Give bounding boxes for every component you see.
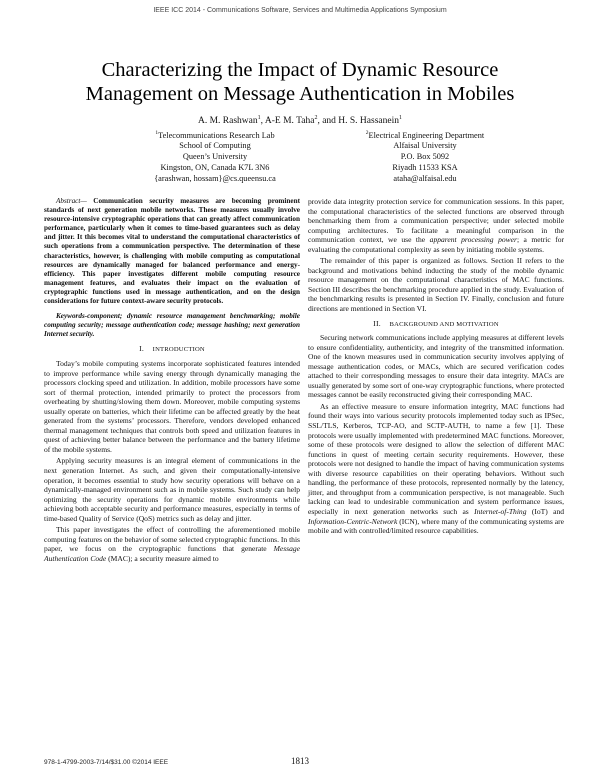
title-line-1: Characterizing the Impact of Dynamic Resource bbox=[101, 59, 499, 81]
running-header: IEEE ICC 2014 - Communications Software, Services and Multimedia Applications Symposium bbox=[153, 7, 447, 14]
section-heading-background: II. BACKGROUND AND MOTIVATION bbox=[373, 318, 499, 328]
paragraph: Today’s mobile computing systems incorporate sophisticated features intended to improve performance while saving energy through dynamically managing the processors clocking speed and utilization. In addition, mobile processors have some sort of thermal protection, intended primarily to protect the processors from overheating by shutting/slowing them down. Moreover, mobile computing systems usually operate on batteries, which their lifetime can be affected greatly by the heat generated from the systems’ processors. Therefore, vendors developed enhanced thermal management techniques that controls both speed and utilization features in quest of achieving better balance between the performance and the battery lifetime of the mobile systems. bbox=[44, 358, 300, 454]
section-heading-introduction: I. INTRODUCTION bbox=[139, 344, 205, 354]
author-affil-mark: 1 bbox=[398, 115, 402, 121]
left-column bbox=[44, 197, 300, 563]
author-list: A. M. Rashwan$^1$, A-E M. Taha$^2$, and H. S. Hassanein$^1$ bbox=[198, 115, 402, 127]
keywords: Keywords-component; dynamic resource management benchmarking; mobile computing security; message authentication code; message hashing; next generation Internet security. bbox=[44, 312, 300, 339]
title-line-2: Management on Message Authentication in Mobiles bbox=[85, 83, 515, 105]
paragraph: Securing network communications include applying measures at different levels to ensure confidentiality, authenticity, and integrity of the transmitted information. One of the known measures used in communication security involves applying of message authentication codes, or MACs, which are secured verification codes attached to their corresponding messages to ensure their data integrity. MACs are usually generated by some sort of one-way cryptographic functions, where protected messages cannot be easily reconstructed giving their corresponding MAC. bbox=[308, 333, 564, 400]
author-email: ataha@alfaisal.edu bbox=[393, 173, 457, 183]
author-name: A-E M. Taha bbox=[264, 116, 315, 127]
affiliation-1: $^1$Telecommunications Research Lab School of Computing Queen’s University Kingston, ON, Canada K7L 3N6 {arashwan, hossam}@cs.queensu.ca bbox=[130, 128, 300, 184]
copyright-notice: 978-1-4799-2003-7/14/$31.00 ©2014 IEEE bbox=[44, 759, 169, 766]
author-email: {arashwan, hossam}@cs.queensu.ca bbox=[154, 173, 276, 183]
paragraph: Applying security measures is an integral element of communications in the next generation Internet. As such, and given their computationally-intensive operation, it becomes essential to study how security operations will behave on a dynamically-managed environment such as in mobile systems. Such study can help optimizing the security operations for dynamic mobile environments while achieving both acceptable security and performance measures, especially in terms of time-based Quality of Service (QoS) metrics such as delay and jitter. bbox=[44, 456, 300, 523]
paragraph: This paper investigates the effect of controlling the aforementioned mobile computing features on the behavior of some selected cryptographic functions. In this paper, we focus on the cryptographic functions that generate Message Authentication Code (MAC); a security measure aimed to bbox=[44, 525, 300, 563]
author-affil-mark: 1 bbox=[257, 115, 261, 121]
right-column bbox=[308, 197, 564, 536]
paragraph: provide data integrity protection service for communication sessions. In this paper, the computational characteristics of the selected functions are observed through benchmarking them from a communication perspective; under selected mobile computing architectures. To facilitate a meaningful comparison in the communication context, we use the apparent processing power; a metric for evaluating the computational complexity as seen by initiating mobile systems. bbox=[308, 197, 564, 254]
paragraph: The remainder of this paper is organized as follows. Section II refers to the background and motivations behind inducting the study of the mobile dynamic resource management on the computational characteristics of MAC functions. Section III describes the benchmarking procedure applied in the study. Evaluation of the benchmarking results is presented in Section IV. Finally, conclusion and future directions are mentioned in Section VI. bbox=[308, 256, 564, 314]
author-affil-mark: 2 bbox=[314, 115, 318, 121]
abstract: Abstract— Communication security measures are becoming prominent standards of next generation mobile networks. These measures usually involve resource-intensive cryptographic operations that can greatly affect communication performance, particularly when it comes to time-based guarantees such as delay and jitter. It this becomes vital to understand the computational characteristics of such operations from a communication perspective. The determination of these characteristics, however, is challenging with mobile computing as computational resources are dynamically managed for balanced performance and energy-efficiency. This paper investigates different mobile computing resource management features, and evaluates their impact on the evaluation of cryptographic functions used in message authentication, and on the design considerations for future context-aware security protocols. bbox=[44, 197, 300, 306]
author-name: H. S. Hassanein bbox=[338, 116, 399, 127]
paragraph: As an effective measure to ensure information integrity, MAC functions had found their ways into various security protocols implemented today such as IPSec, SSL/TLS, Kerberos, TCP-AO, and SCTP-AUTH, to name a few [1]. These protocols were usually implemented with predetermined MAC functions. Moreover, some of these protocols were designed to allow the selection of different MAC functions in quest of meeting certain security requirements. However, these protocols were not designed to handle the impact of having communication systems with diverse resource capabilities on their operating behaviors. Without such handling, the performance of these protocols, represented normally by the latency, jitter, and throughput from a communication perspective, is not manageable. Such lacking can lead to undesirable communication and system performance issues, especially in next generation networks such as Internet-of-Thing (IoT) and Information-Centric-Network (ICN), where many of the communicating systems are mobile and with controlled/limited resource capabilities. bbox=[308, 401, 564, 536]
affiliation-2: $^2$Electrical Engineering Department Alfaisal University P.O. Box 5092 Riyadh 11533 KSA ataha@alfaisal.edu bbox=[340, 128, 510, 184]
page-number: 1813 bbox=[291, 756, 309, 766]
paper-title bbox=[30, 58, 570, 106]
author-name: A. M. Rashwan bbox=[198, 116, 258, 127]
